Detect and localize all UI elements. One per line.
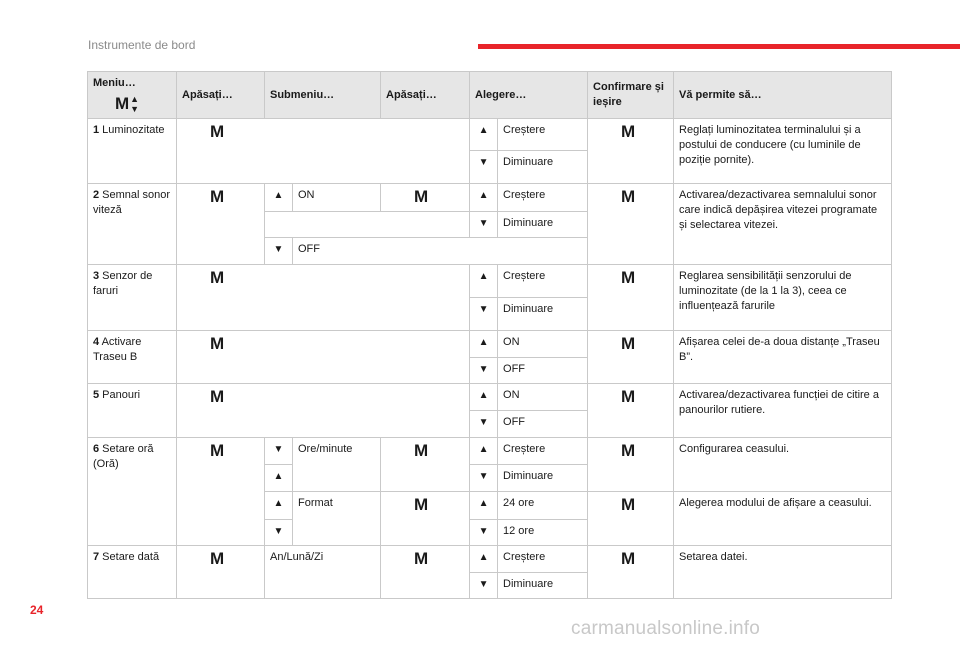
up-arrow-icon: ▲	[265, 492, 293, 519]
menu-cell: 5 Panouri	[88, 384, 177, 438]
choice-cell: ON	[498, 330, 588, 357]
submenu-cell: Format	[293, 492, 381, 545]
up-arrow-icon: ▲	[470, 264, 498, 297]
description-cell: Reglarea sensibilității senzorului de luminozitate (de la 1 la 3), ceea ce influențează farurile	[674, 264, 892, 330]
col-header-press-2: Apăsați…	[381, 72, 470, 119]
confirm-cell	[588, 119, 674, 184]
press-cell	[381, 184, 470, 212]
choice-cell: 12 ore	[498, 519, 588, 545]
choice-cell: OFF	[498, 411, 588, 438]
header-title: Instrumente de bord	[88, 38, 196, 52]
table-row	[88, 384, 892, 411]
m-button-icon: M	[414, 495, 429, 515]
m-button-icon: M	[621, 495, 636, 515]
choice-cell: Diminuare	[498, 297, 588, 330]
up-arrow-icon: ▲	[470, 492, 498, 519]
col-header-menu-label: Meniu…	[93, 77, 136, 89]
col-header-menu	[88, 72, 177, 119]
m-button-icon: M	[621, 387, 636, 406]
confirm-cell	[588, 438, 674, 492]
press-cell	[177, 330, 470, 383]
m-button-icon: M	[210, 387, 225, 406]
up-arrow-icon: ▲	[265, 465, 293, 492]
menu-cell: 3 Senzor de faruri	[88, 264, 177, 330]
up-arrow-icon: ▲	[130, 94, 140, 104]
choice-cell: Creștere	[498, 119, 588, 151]
down-arrow-icon: ▼	[470, 411, 498, 438]
m-button-icon: M	[210, 122, 225, 141]
press-cell	[177, 384, 470, 438]
m-button-icon: M	[210, 441, 225, 461]
header-accent-bar	[478, 44, 960, 49]
m-button-icon: M	[210, 267, 225, 287]
down-arrow-icon: ▼	[470, 212, 498, 238]
choice-cell: Diminuare	[498, 212, 588, 238]
description-cell: Setarea datei.	[674, 545, 892, 598]
m-button-icon: M	[210, 333, 225, 353]
m-button-icon: M	[115, 94, 130, 113]
m-button-icon: M	[621, 548, 636, 568]
m-button-icon: M	[414, 187, 429, 207]
menu-cell: 2 Semnal sonor viteză	[88, 184, 177, 264]
press-cell	[177, 184, 265, 264]
m-button-icon: M	[414, 441, 429, 461]
table-row	[88, 545, 892, 572]
menu-nav-icon	[115, 94, 171, 114]
page-number: 24	[30, 603, 44, 617]
table-row	[88, 330, 892, 357]
m-button-icon: M	[210, 548, 225, 568]
description-cell: Activarea/dezactivarea semnalului sonor care indică depășirea vitezei programate și selectarea vitezei.	[674, 184, 892, 264]
up-arrow-icon: ▲	[265, 184, 293, 212]
m-button-icon: M	[621, 333, 636, 353]
confirm-cell	[588, 492, 674, 545]
col-header-press: Apăsați…	[177, 72, 265, 119]
down-arrow-icon: ▼	[265, 238, 293, 264]
m-button-icon: M	[414, 548, 429, 568]
m-button-icon: M	[621, 441, 636, 461]
choice-cell: Creștere	[498, 184, 588, 212]
menu-table	[87, 71, 892, 599]
submenu-cell: OFF	[293, 238, 588, 264]
submenu-cell: Ore/minute	[293, 438, 381, 492]
confirm-cell	[588, 264, 674, 330]
table-row	[88, 119, 892, 151]
press-cell	[177, 119, 470, 184]
down-arrow-icon: ▼	[265, 519, 293, 545]
up-arrow-icon: ▲	[470, 438, 498, 465]
choice-cell: Creștere	[498, 264, 588, 297]
press-cell	[177, 438, 265, 545]
m-button-icon: M	[621, 267, 636, 287]
choice-cell: ON	[498, 384, 588, 411]
up-arrow-icon: ▲	[470, 330, 498, 357]
press-cell	[177, 545, 265, 598]
description-cell: Configurarea ceasului.	[674, 438, 892, 492]
choice-cell: Creștere	[498, 545, 588, 572]
table-row	[88, 438, 892, 465]
table-header-row	[88, 72, 892, 119]
m-button-icon: M	[621, 187, 636, 207]
choice-cell: Diminuare	[498, 151, 588, 184]
choice-cell: Diminuare	[498, 572, 588, 598]
press-cell	[381, 438, 470, 492]
down-arrow-icon: ▼	[265, 438, 293, 465]
press-cell	[381, 492, 470, 545]
up-arrow-icon: ▲	[470, 545, 498, 572]
choice-cell: 24 ore	[498, 492, 588, 519]
down-arrow-icon: ▼	[470, 297, 498, 330]
up-arrow-icon: ▲	[470, 119, 498, 151]
description-cell: Alegerea modului de afișare a ceasului.	[674, 492, 892, 545]
confirm-cell	[588, 545, 674, 598]
up-arrow-icon: ▲	[470, 384, 498, 411]
down-arrow-icon: ▼	[470, 465, 498, 492]
confirm-cell	[588, 330, 674, 383]
col-header-confirm: Confirmare și ieșire	[588, 72, 674, 119]
down-arrow-icon: ▼	[470, 151, 498, 184]
description-cell: Afișarea celei de-a doua distanțe „Traseu B”.	[674, 330, 892, 383]
menu-cell: 6 Setare oră (Oră)	[88, 438, 177, 545]
col-header-submenu: Submeniu…	[265, 72, 381, 119]
m-button-icon: M	[621, 122, 636, 141]
submenu-cell: ON	[293, 184, 381, 212]
down-arrow-icon: ▼	[470, 357, 498, 383]
menu-cell: 1 Luminozitate	[88, 119, 177, 184]
empty-cell	[265, 212, 470, 238]
watermark: carmanualsonline.info	[571, 618, 761, 639]
press-cell	[177, 264, 470, 330]
confirm-cell	[588, 384, 674, 438]
description-cell: Activarea/dezactivarea funcției de citire a panourilor rutiere.	[674, 384, 892, 438]
choice-cell: Creștere	[498, 438, 588, 465]
down-arrow-icon: ▼	[130, 104, 140, 114]
col-header-allows: Vă permite să…	[674, 72, 892, 119]
table-row	[88, 264, 892, 297]
press-cell	[381, 545, 470, 598]
menu-cell: 4 Activare Traseu B	[88, 330, 177, 383]
confirm-cell	[588, 184, 674, 264]
description-cell: Reglați luminozitatea terminalului și a postului de conducere (cu luminile de poziție pornite).	[674, 119, 892, 184]
down-arrow-icon: ▼	[470, 519, 498, 545]
menu-cell: 7 Setare dată	[88, 545, 177, 598]
submenu-cell: An/Lună/Zi	[265, 545, 381, 598]
col-header-choice: Alegere…	[470, 72, 588, 119]
down-arrow-icon: ▼	[470, 572, 498, 598]
table-row	[88, 184, 892, 212]
choice-cell: OFF	[498, 357, 588, 383]
up-arrow-icon: ▲	[470, 184, 498, 212]
m-button-icon: M	[210, 187, 225, 207]
choice-cell: Diminuare	[498, 465, 588, 492]
